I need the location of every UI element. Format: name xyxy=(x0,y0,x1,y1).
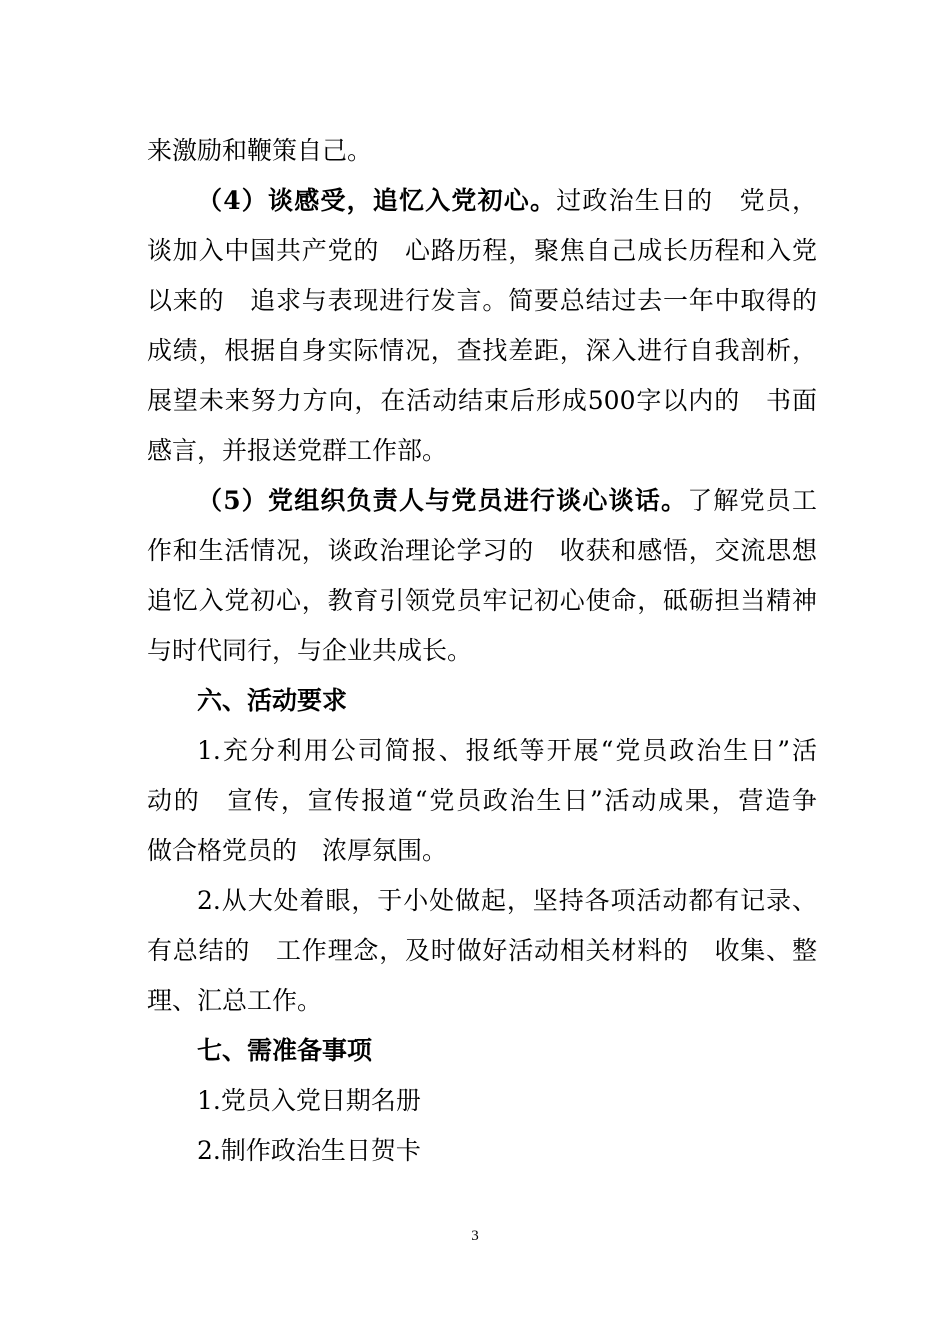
paragraph-text: 了解党员工 xyxy=(687,486,817,515)
paragraph-line xyxy=(197,486,817,516)
paragraph-text: 过政治生日的 党员， xyxy=(556,186,817,215)
paragraph-line: 展望未来努力方向，在活动结束后形成500字以内的 书面 xyxy=(147,386,817,415)
paragraph-line: 1.充分利用公司简报、报纸等开展“党员政治生日”活 xyxy=(197,736,817,765)
paragraph-line: 有总结的 工作理念，及时做好活动相关材料的 收集、整 xyxy=(147,936,817,965)
section-heading: 七、需准备事项 xyxy=(197,1036,373,1065)
paragraph-line: 理、汇总工作。 xyxy=(147,986,323,1015)
paragraph-line: 2.从大处着眼，于小处做起，坚持各项活动都有记录、 xyxy=(197,886,817,915)
paragraph-line: 作和生活情况，谈政治理论学习的 收获和感悟，交流思想 xyxy=(147,536,817,565)
paragraph-heading: （5）党组织负责人与党员进行谈心谈话。 xyxy=(197,486,688,515)
paragraph-line xyxy=(197,186,817,216)
paragraph-line: 追忆入党初心，教育引领党员牢记初心使命，砥砺担当精神 xyxy=(147,586,817,615)
paragraph-line: 感言，并报送党群工作部。 xyxy=(147,436,448,465)
list-item: 1.党员入党日期名册 xyxy=(197,1086,421,1115)
paragraph-line: 动的 宣传，宣传报道“党员政治生日”活动成果，营造争 xyxy=(147,786,817,815)
list-item: 2.制作政治生日贺卡 xyxy=(197,1136,421,1165)
paragraph-line: 来激励和鞭策自己。 xyxy=(147,136,373,165)
paragraph-line: 成绩，根据自身实际情况，查找差距，深入进行自我剖析， xyxy=(147,336,817,365)
paragraph-line: 以来的 追求与表现进行发言。简要总结过去一年中取得的 xyxy=(147,286,817,315)
paragraph-line: 与时代同行，与企业共成长。 xyxy=(147,636,473,665)
paragraph-heading: （4）谈感受，追忆入党初心。 xyxy=(197,186,557,215)
section-heading: 六、活动要求 xyxy=(197,686,348,715)
paragraph-line: 谈加入中国共产党的 心路历程，聚焦自己成长历程和入党 xyxy=(147,236,817,265)
page-number: 3 xyxy=(471,1228,479,1244)
paragraph-line: 做合格党员的 浓厚氛围。 xyxy=(147,836,448,865)
